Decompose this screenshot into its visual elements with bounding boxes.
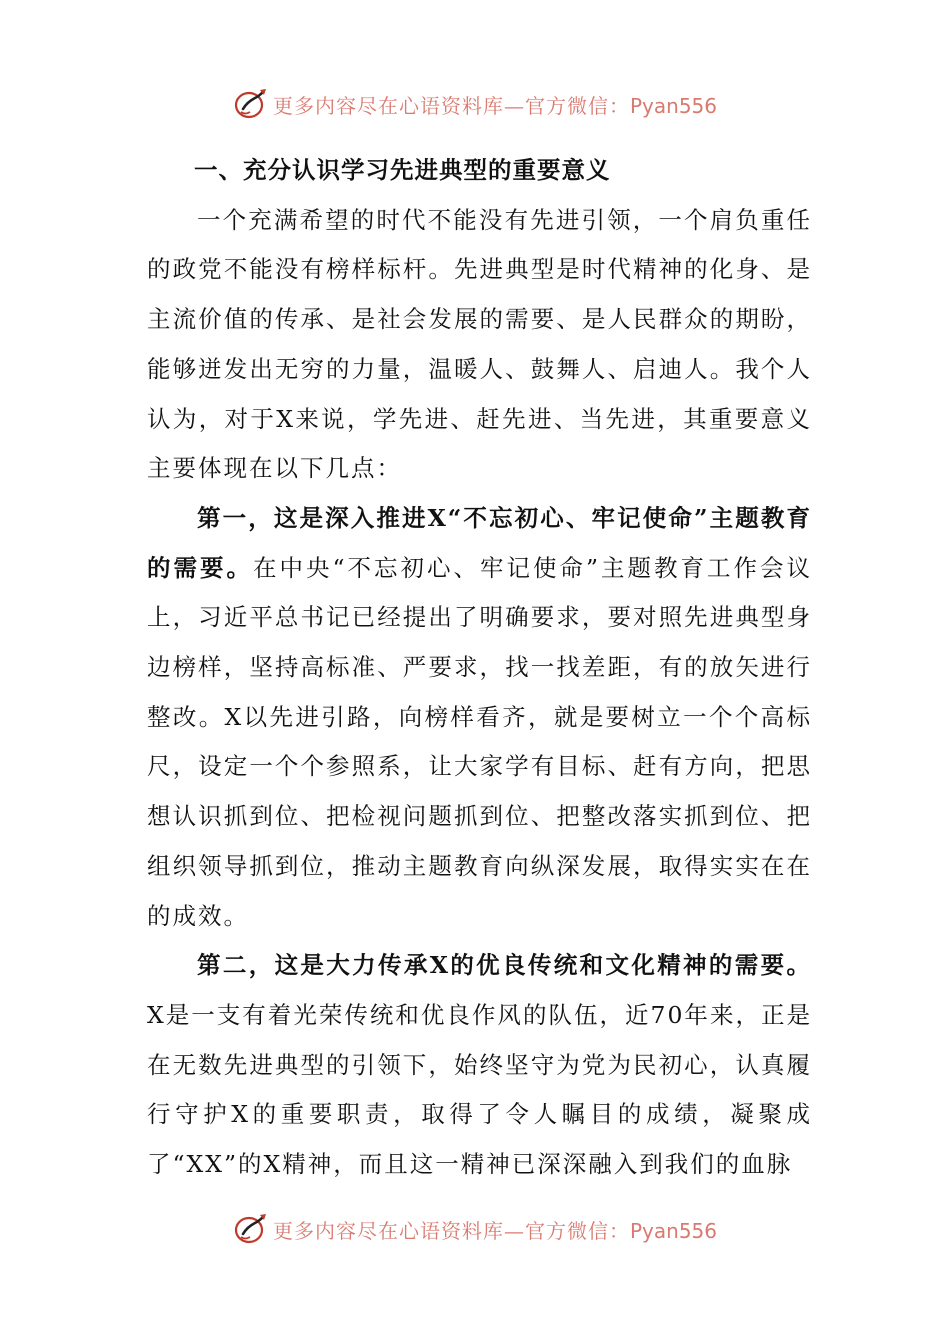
second-point-body: X是一支有着光荣传统和优良作风的队伍，近70年来，正是在无数先进典型的引领下，始终坚守为党为民初心，认真履行守护X的重要职责，取得了令人瞩目的成绩，凝聚成了“XX”的X精神，而且这一精神已深深融入到我们的血脉 (147, 1000, 812, 1179)
watermark-top (0, 84, 950, 124)
second-point-lead: 第二，这是大力传承X的优良传统和文化精神的需要。 (197, 951, 812, 980)
section-heading: 一、充分认识学习先进典型的重要意义 (194, 156, 611, 184)
paragraph-first-point (147, 494, 812, 941)
first-point-lead: 第一，这是深入推进X“不忘初心、牢记使命”主题教育的需要。 (147, 503, 812, 582)
paragraph-intro: 一个充满希望的时代不能没有先进引领，一个肩负重任的政党不能没有榜样标杆。先进典型是时代精神的化身、是主流价值的传承、是社会发展的需要、是人民群众的期盼，能够迸发出无穷的力量，温暖人、鼓舞人、启迪人。我个人认为，对于X来说，学先进、赶先进、当先进，其重要意义主要体现在以下几点： (147, 205, 812, 483)
pen-logo-icon (233, 1211, 269, 1247)
document-body (147, 146, 812, 1190)
watermark-text: 更多内容尽在心语资料库—官方微信：Pyan556 (272, 1218, 717, 1243)
watermark-text: 更多内容尽在心语资料库—官方微信：Pyan556 (272, 93, 717, 118)
watermark-bottom (0, 1209, 950, 1249)
pen-logo-icon (233, 86, 269, 122)
paragraph-second-point (147, 941, 812, 1190)
first-point-body: 在中央“不忘初心、牢记使命”主题教育工作会议上，习近平总书记已经提出了明确要求，要对照先进典型身边榜样，坚持高标准、严要求，找一找差距，有的放矢进行整改。X以先进引路，向榜样看齐，就是要树立一个个高标尺，设定一个个参照系，让大家学有目标、赶有方向，把思想认识抓到位、把检视问题抓到位、把整改落实抓到位、把组织领导抓到位，推动主题教育向纵深发展，取得实实在在的成效。 (147, 553, 813, 930)
